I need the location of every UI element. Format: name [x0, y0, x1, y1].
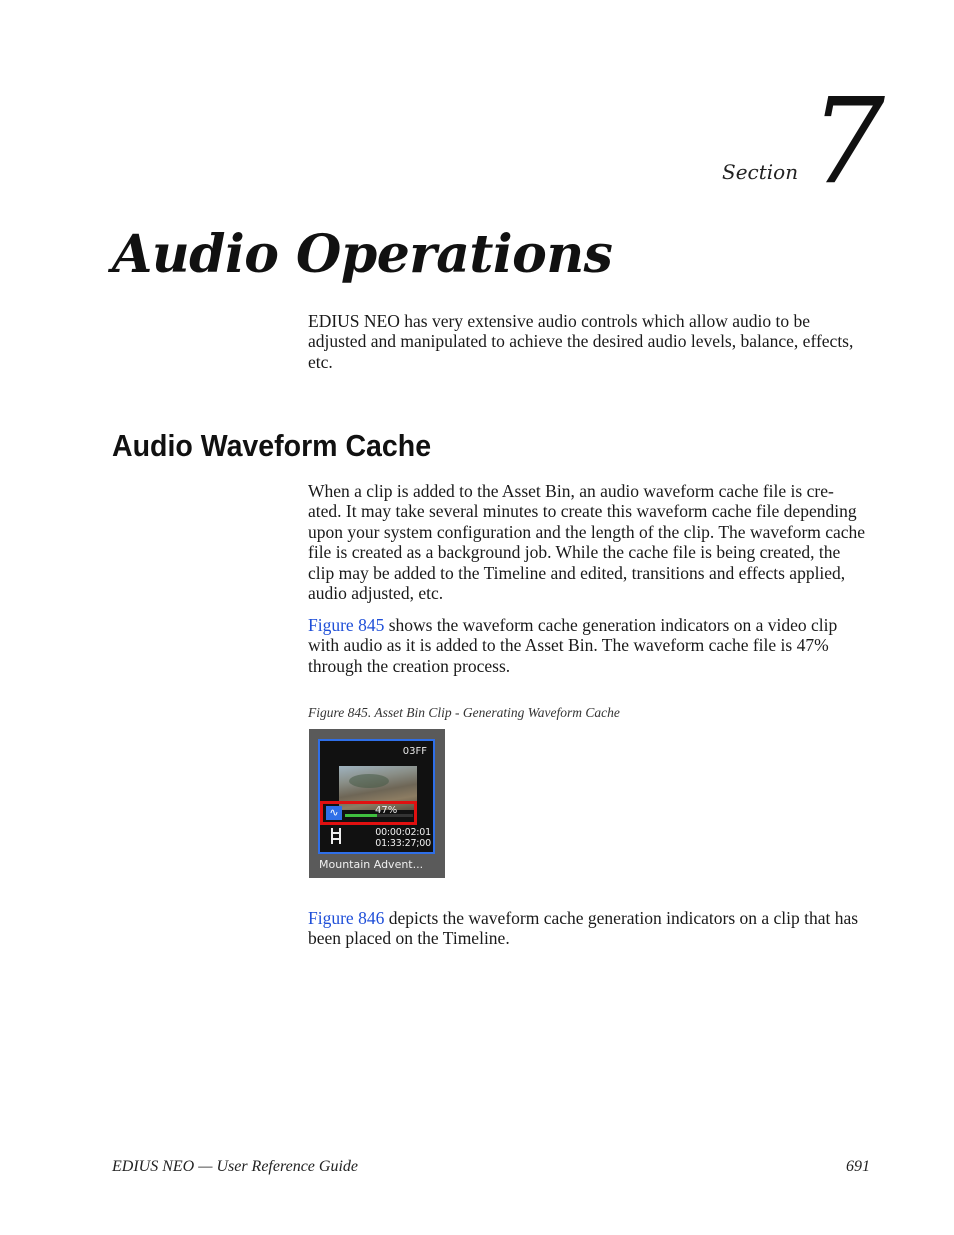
audio-waveform-icon: ∿: [326, 806, 342, 820]
waveform-cache-indicator: [320, 801, 417, 825]
page-number: 691: [846, 1158, 870, 1175]
section-number: 7: [810, 72, 886, 210]
section-heading: Audio Waveform Cache: [112, 428, 432, 463]
timecode-in: 00:00:02:01: [375, 827, 431, 838]
section-label: Section: [722, 160, 799, 184]
clip-frame: [318, 739, 435, 854]
paragraph-text: shows the waveform cache generation indicators on a video clip with audio as it is added to the Asset Bin. The waveform cache file is 47% through the creation process.: [308, 615, 838, 676]
figure-caption: Figure 845. Asset Bin Clip - Generating Waveform Cache: [308, 705, 620, 720]
paragraph: [308, 615, 870, 676]
timecode-duration: 01:33:27;00: [375, 838, 431, 849]
paragraph: When a clip is added to the Asset Bin, an audio waveform cache file is cre- ated. It may take several minutes to create this waveform cache file depending upon your system configuration and the length of the clip. The waveform cache file is created as a background job. While the cache file is being created, the clip may be added to the Timeline and edited, transitions and effects applied, audio adjusted, etc.: [308, 481, 866, 604]
clip-code: 03FF: [402, 746, 427, 757]
film-icon: [331, 828, 341, 844]
waveform-progress-text: 47%: [375, 805, 398, 816]
figure-link[interactable]: Figure 845: [308, 615, 385, 635]
asset-bin-clip[interactable]: [309, 729, 445, 878]
figure-link[interactable]: Figure 846: [308, 908, 385, 928]
intro-paragraph: EDIUS NEO has very extensive audio controls which allow audio to be adjusted and manipulated to achieve the desired audio levels, balance, effects, etc.: [308, 311, 854, 372]
paragraph-text: depicts the waveform cache generation indicators on a clip that has been placed on the Timeline.: [308, 908, 859, 949]
waveform-progress-fill: [345, 814, 377, 817]
clip-name: Mountain Advent...: [319, 858, 424, 871]
chapter-title: Audio Operations: [112, 224, 613, 285]
paragraph: [308, 908, 870, 949]
footer-title: EDIUS NEO — User Reference Guide: [112, 1158, 359, 1175]
